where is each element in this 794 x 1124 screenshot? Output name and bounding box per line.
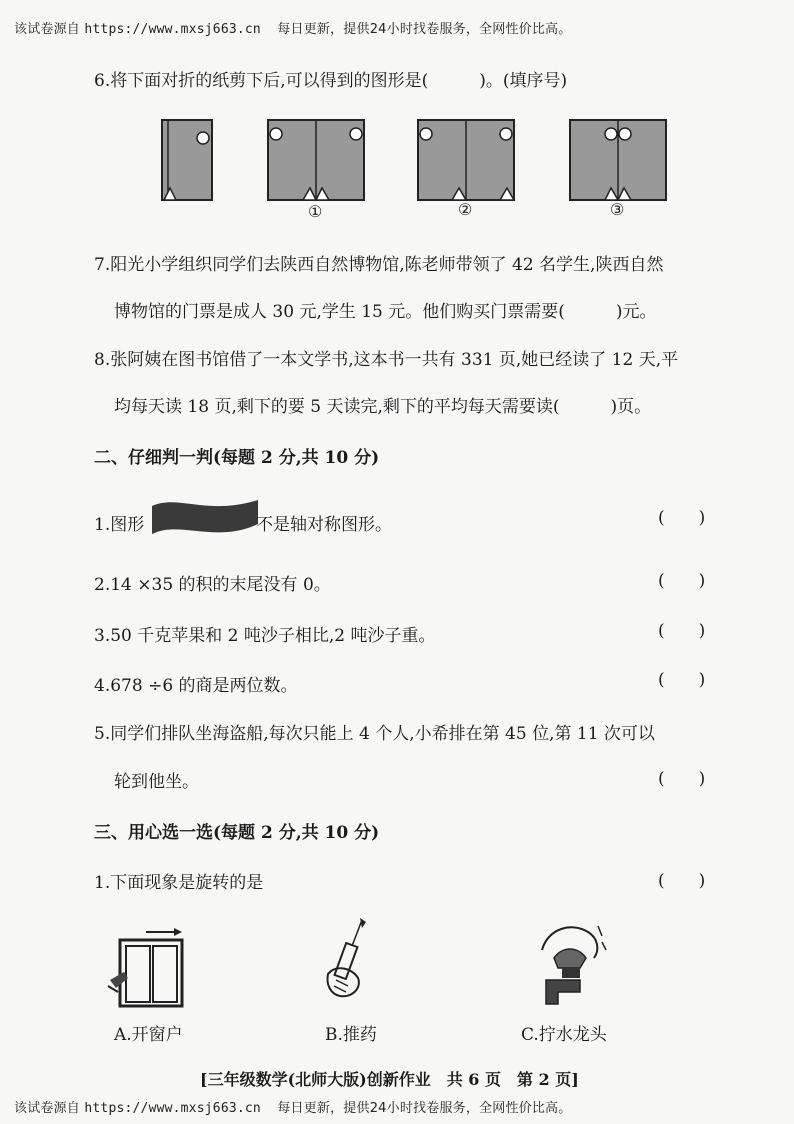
source-label: 该试卷源自: [14, 22, 81, 37]
s2-q5-answer-paren[interactable]: ( ): [658, 769, 706, 789]
option-2-figure: [418, 120, 514, 200]
s2-q2-text: 2.14 ×35 的积的末尾没有 0。: [94, 575, 331, 595]
section-3-title: 三、用心选一选(每题 2 分,共 10 分): [94, 823, 380, 843]
s2-q1-prefix: 1.图形: [94, 515, 145, 535]
top-source-banner: [14, 18, 571, 37]
syringe-push-icon: [322, 916, 382, 1006]
s2-q2-answer-paren[interactable]: ( ): [658, 571, 706, 591]
s2-q1-suffix: 不是轴对称图形。: [256, 515, 392, 535]
s3-q1-answer-paren[interactable]: ( ): [658, 871, 706, 891]
q6-figures: [0, 100, 794, 330]
s2-q4-answer-paren[interactable]: ( ): [658, 670, 706, 690]
q6-text: 6.将下面对折的纸剪下后,可以得到的图形是( )。(填序号): [94, 71, 568, 91]
q7-line1: 7.阳光小学组织同学们去陕西自然博物馆,陈老师带领了 42 名学生,陕西自然: [94, 255, 664, 275]
page-footer: [三年级数学(北师大版)创新作业 共 6 页 第 2 页]: [200, 1070, 579, 1089]
bottom-source-banner: [14, 1097, 571, 1116]
s2-q4-text: 4.678 ÷6 的商是两位数。: [94, 676, 298, 696]
q8-line1: 8.张阿姨在图书馆借了一本文学书,这本书一共有 331 页,她已经读了 12 天,平: [94, 350, 679, 370]
option-3-label: ③: [610, 200, 625, 219]
option-3-figure: [570, 120, 666, 200]
window-opening-icon: [106, 926, 196, 1010]
s3-q1-text: 1.下面现象是旋转的是: [94, 873, 264, 893]
option-1-label: ①: [308, 202, 323, 221]
option-1-figure: [268, 120, 364, 200]
s2-q1-answer-paren[interactable]: ( ): [658, 508, 706, 528]
folded-paper-figure: [162, 120, 212, 200]
q8-line2: 均每天读 18 页,剩下的要 5 天读完,剩下的平均每天需要读( )页。: [114, 397, 652, 417]
choice-b-label: B.推药: [325, 1025, 377, 1045]
q7-line2: 博物馆的门票是成人 30 元,学生 15 元。他们购买门票需要( )元。: [114, 302, 657, 322]
s2-q5-line2: 轮到他坐。: [114, 772, 199, 792]
choice-a-label: A.开窗户: [114, 1025, 183, 1045]
source-slogan: 每日更新，提供24小时找卷服务，全网性价比高。: [277, 1101, 572, 1116]
s2-q3-answer-paren[interactable]: ( ): [658, 621, 706, 641]
option-2-label: ②: [458, 200, 473, 219]
s2-q5-line1: 5.同学们排队坐海盗船,每次只能上 4 个人,小希排在第 45 位,第 11 次可以: [94, 724, 655, 744]
faucet-turning-icon: [532, 916, 612, 1010]
source-url-link[interactable]: https://www.mxsj663.cn: [84, 1101, 261, 1116]
choice-c-label: C.拧水龙头: [521, 1025, 607, 1045]
s2-q3-text: 3.50 千克苹果和 2 吨沙子相比,2 吨沙子重。: [94, 626, 436, 646]
source-slogan: 每日更新，提供24小时找卷服务，全网性价比高。: [277, 22, 572, 37]
wave-shape-figure: [150, 494, 262, 542]
section-2-title: 二、仔细判一判(每题 2 分,共 10 分): [94, 448, 380, 468]
source-label: 该试卷源自: [14, 1101, 81, 1116]
source-url-link[interactable]: https://www.mxsj663.cn: [84, 22, 261, 37]
